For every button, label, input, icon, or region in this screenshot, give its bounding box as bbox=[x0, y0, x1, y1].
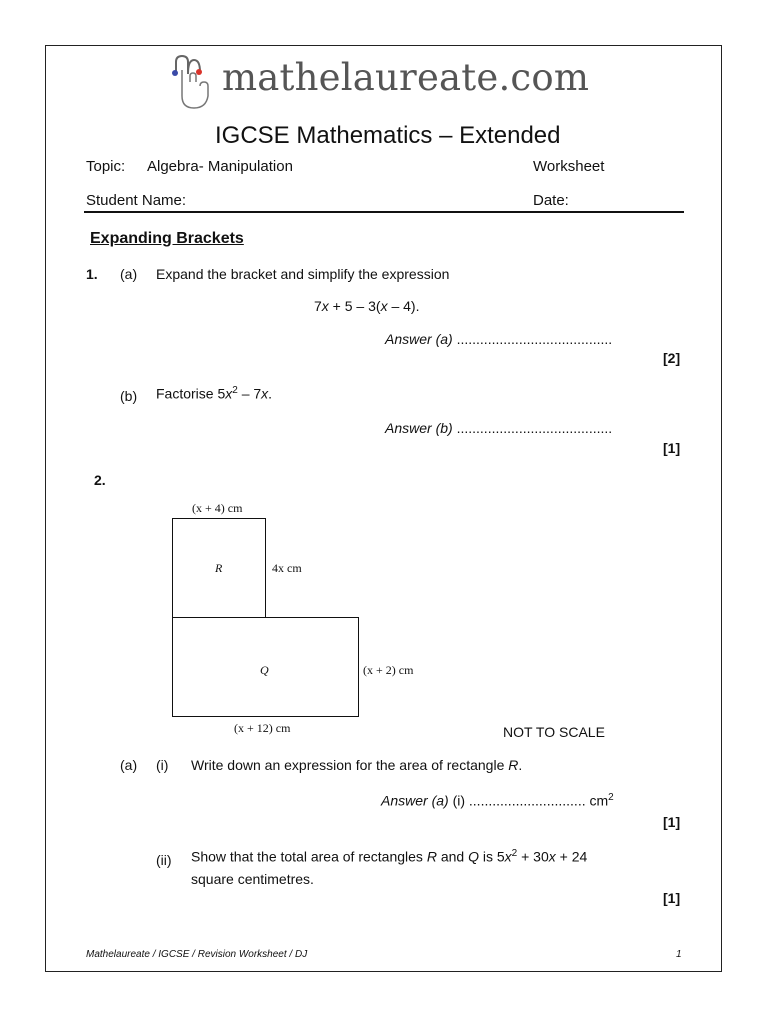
logo-text: mathelaureate.com bbox=[222, 56, 590, 99]
q1b-marks: [1] bbox=[663, 440, 681, 456]
q2a-label: (a) bbox=[120, 757, 138, 773]
header-rule bbox=[84, 211, 684, 213]
q1a-label: (a) bbox=[120, 266, 138, 282]
topic-value: Algebra- Manipulation bbox=[147, 158, 293, 175]
q2aii-marks: [1] bbox=[663, 890, 681, 906]
rectangles-diagram bbox=[160, 495, 440, 740]
bottom-width-label: (x + 12) cm bbox=[234, 721, 291, 735]
q2ai-answer-line[interactable]: Answer (a) (i) .............................. $cm^2$ bbox=[381, 792, 614, 809]
q1a-marks: [2] bbox=[663, 350, 681, 366]
q1b-label: (b) bbox=[120, 388, 138, 404]
footer-text: Mathelaureate / IGCSE / Revision Worksheet / DJ bbox=[86, 949, 308, 960]
topic-label: Topic: bbox=[86, 158, 126, 175]
logo-hand-icon bbox=[168, 52, 218, 114]
r-height-label: 4x cm bbox=[272, 561, 302, 575]
q1a-text: Expand the bracket and simplify the expression bbox=[156, 266, 450, 282]
section-title: Expanding Brackets bbox=[90, 230, 244, 247]
q1a-answer-line[interactable]: Answer (a) ........................................ bbox=[385, 331, 613, 347]
top-width-label: (x + 4) cm bbox=[192, 501, 243, 515]
q1b-answer-line[interactable]: Answer (b) ........................................ bbox=[385, 420, 613, 436]
logo bbox=[168, 52, 590, 114]
rectangle-r-label: R bbox=[215, 561, 223, 575]
q2ai-marks: [1] bbox=[663, 814, 681, 830]
student-name-label: Student Name: bbox=[86, 192, 187, 209]
q1b-text: Factorise $5x^2 - 7x$. bbox=[156, 385, 273, 402]
worksheet-label: Worksheet bbox=[533, 158, 605, 175]
q-height-label: (x + 2) cm bbox=[363, 663, 414, 677]
page-number: 1 bbox=[676, 949, 682, 960]
q2aii-text-line1: Show that the total area of rectangles R and Q is $5x^2 + 30x + 24$ bbox=[191, 848, 588, 865]
q2-number: 2. bbox=[94, 472, 106, 488]
q1-number: 1. bbox=[86, 266, 98, 282]
not-to-scale-note: NOT TO SCALE bbox=[503, 724, 605, 740]
q1a-expression: 7x + 5 – 3(x – 4). bbox=[314, 298, 420, 314]
page-title: IGCSE Mathematics – Extended bbox=[215, 122, 561, 149]
q2ai-label: (i) bbox=[156, 757, 169, 773]
q2ai-text: Write down an expression for the area of rectangle R. bbox=[191, 757, 523, 773]
q2aii-label: (ii) bbox=[156, 852, 172, 868]
date-label: Date: bbox=[533, 192, 569, 209]
q2aii-text-line2: square centimetres. bbox=[191, 871, 314, 887]
rectangle-q-label: Q bbox=[260, 663, 269, 677]
